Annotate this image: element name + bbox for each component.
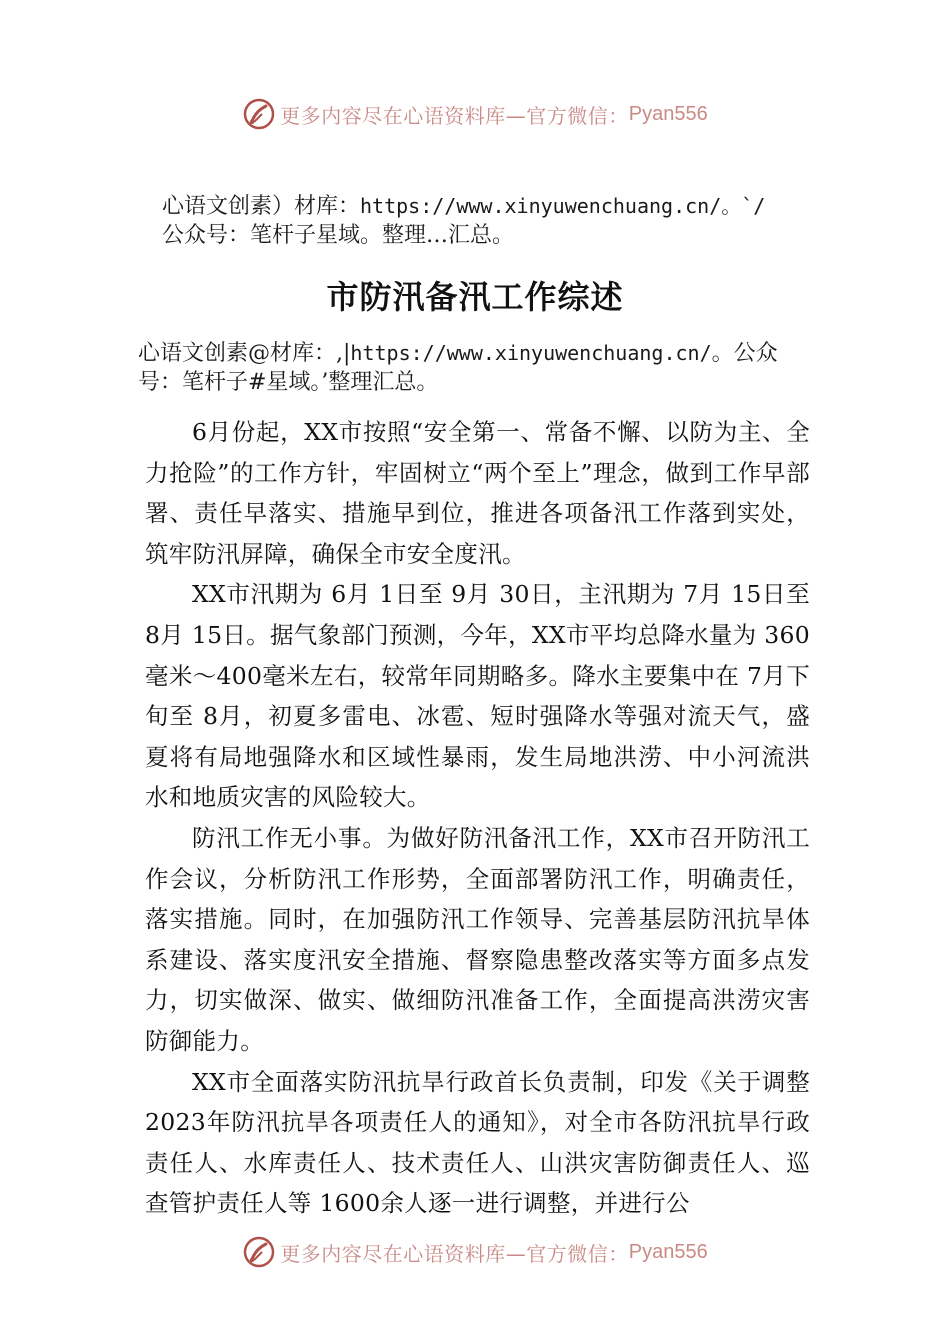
source-note-line: 公众号：笔杆子星域。整理…汇总。 [162,223,515,248]
watermark-wechat-handle: Pyan556 [628,102,708,125]
source-note-line: 号：笔杆子#星域。’整理汇总。 [138,370,439,395]
source-note-url: https://www.xinyuwenchuang.cn/。`/ [360,194,766,218]
watermark-text: 更多内容尽在心语资料库—官方微信： [280,103,629,128]
source-note-line [162,192,765,221]
source-note-line [138,339,778,368]
body-paragraph: 防汛工作无小事。为做好防汛备汛工作，XX市召开防汛工作会议，分析防汛工作形势，全面部署防汛工作，明确责任，落实措施。同时，在加强防汛工作领导、完善基层防汛抗旱体系建设、落实度汛安全措施、督察隐患整改落实等方面多点发力，切实做深、做实、做细防汛准备工作，全面提高洪涝灾害防御能力。 [145,823,810,1055]
source-note-label: 心语文创素）材库： [162,194,361,219]
watermark-banner-bottom [0,1232,950,1272]
source-note-first [162,192,765,250]
body-paragraph: XX市汛期为 6月 1日至 9月 30日，主汛期为 7月 15日至 8月 15日。据气象部门预测，今年，XX市平均总降水量为 360毫米～400毫米左右，较常年同期略多。降水主要集中在 7月下旬至 8月，初夏多雷电、冰雹、短时强降水等强对流天气，盛夏将有局地强降水和区域性暴雨，发生局地洪涝、中小河流洪水和地质灾害的风险较大。 [145,580,810,812]
source-note-suffix: 。公众 [711,341,778,366]
brush-logo-icon [242,1235,276,1269]
body-paragraph: XX市全面落实防汛抗旱行政首长负责制，印发《关于调整 2023年防汛抗旱各项责任人的通知》，对全市各防汛抗旱行政责任人、水库责任人、技术责任人、山洪灾害防御责任人、巡查管护责任人等 1600余人逐一进行调整，并进行公 [145,1067,810,1218]
body-paragraph: 6月份起，XX市按照“安全第一、常备不懈、以防为主、全力抢险”的工作方针，牢固树立“两个至上”理念，做到工作早部署、责任早落实、措施早到位，推进各项备汛工作落到实处，筑牢防汛屏障，确保全市安全度汛。 [145,418,810,568]
document-body [145,412,810,1224]
watermark-banner-top [0,94,950,134]
source-note-second [138,339,778,397]
watermark-wechat-handle: Pyan556 [628,1240,708,1263]
brush-logo-icon [242,97,276,131]
source-note-url: https://www.xinyuwenchuang.cn/ [350,341,712,365]
source-note-label: 心语文创素@材库：,| [138,341,351,366]
document-title: 市防汛备汛工作综述 [326,278,624,316]
watermark-text: 更多内容尽在心语资料库—官方微信： [280,1241,629,1266]
